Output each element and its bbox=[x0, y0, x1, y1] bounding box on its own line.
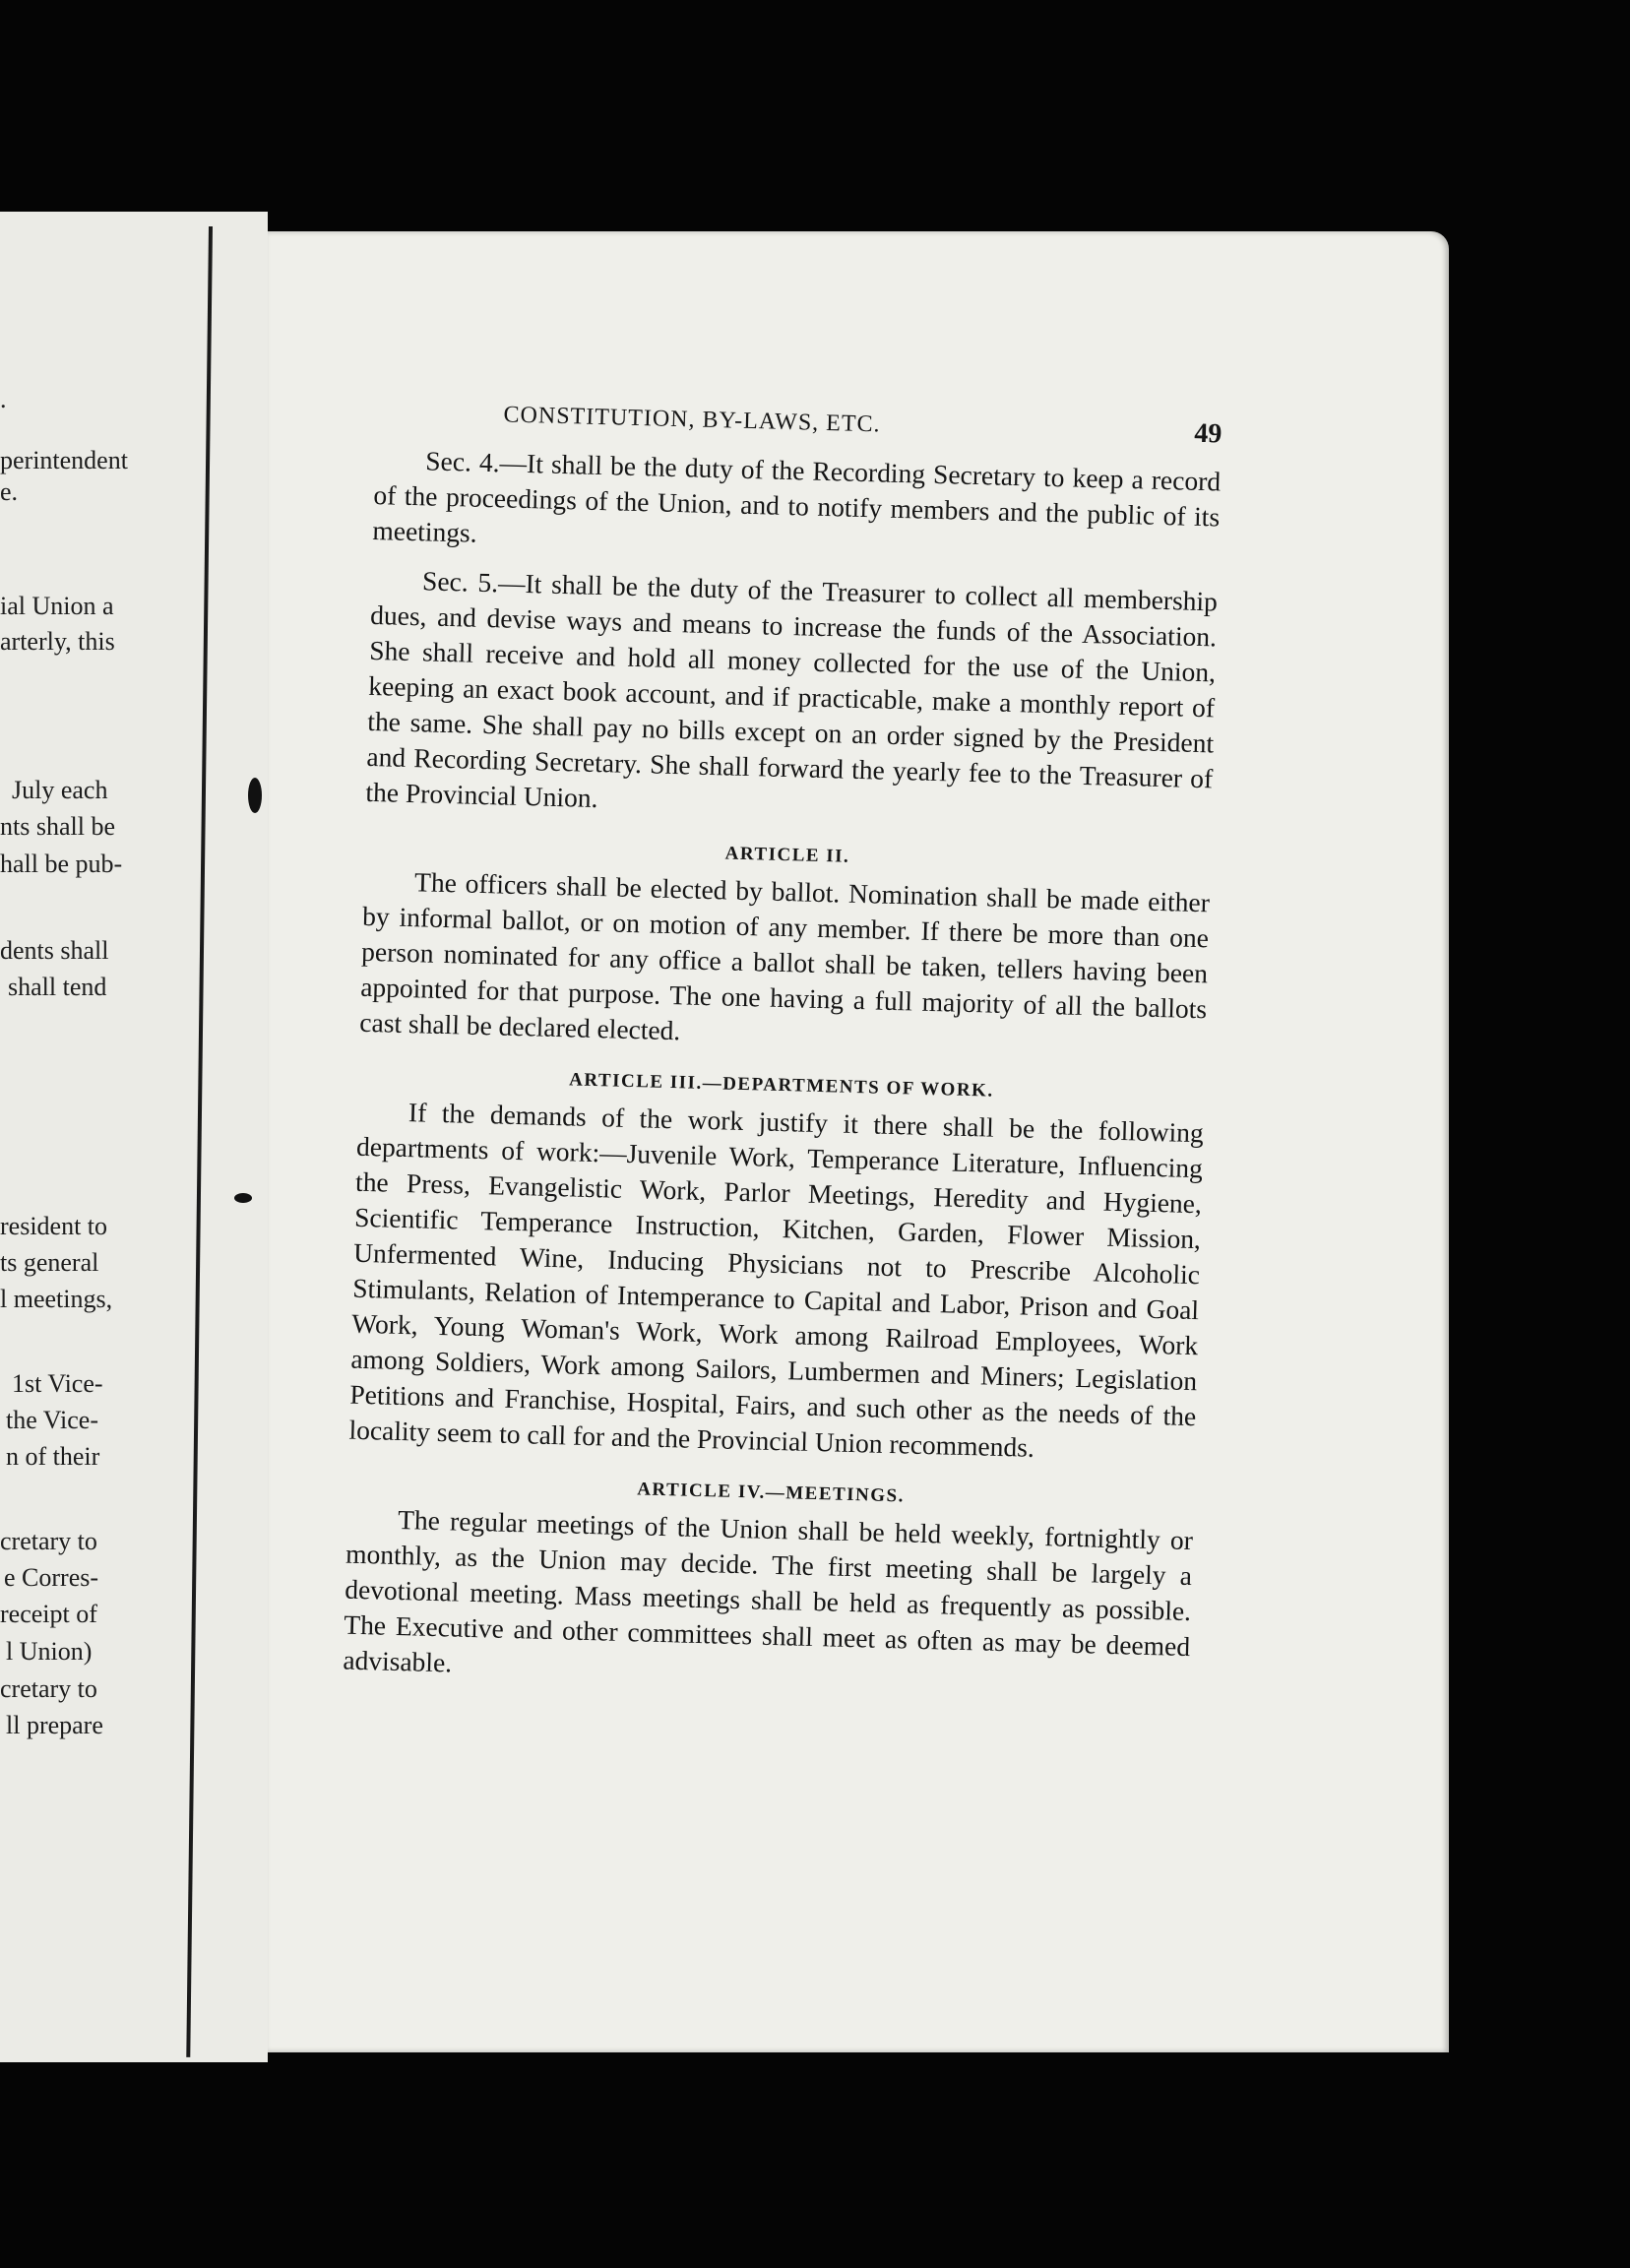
left-fragment: shall tend bbox=[8, 973, 107, 1001]
right-page bbox=[268, 231, 1449, 2052]
binding-mark bbox=[248, 778, 262, 813]
left-fragment: hall be pub- bbox=[0, 850, 123, 878]
article-2-text: The officers shall be elected by ballot. Nomination shall be made either by informal ballot, or on motion of any member. If there be more than one person nominated for any office a ballot shall be taken, tellers having been appointed for that purpose. The one having a full majority of all the ballots cast shall be declared elected. bbox=[359, 866, 1211, 1046]
article-4-text: The regular meetings of the Union shall be held weekly, fortnightly or monthly, as the Union may decide. The first meeting shall be largely a devotional meeting. Mass meetings shall be held as frequently as possible. The Executive and other committees shall meet as often as may be deemed advisable. bbox=[343, 1503, 1194, 1678]
left-fragment: e Corres- bbox=[4, 1563, 99, 1592]
left-fragment: the Vice- bbox=[6, 1406, 98, 1434]
section-5: Sec. 5.—It shall be the duty of the Treasurer to collect all membership dues, and devise ways and means to increase the funds of the Association. She shall receive and hold all money collected for the use of the Union, keeping an exact book account, and if practicable, make a monthly report of the same. She shall pay no bills except on an order signed by the President and Recording Secretary. She shall forward the yearly fee to the Treasurer of the Provincial Union. bbox=[365, 565, 1219, 814]
page-content bbox=[343, 399, 1222, 1700]
left-fragment: receipt of bbox=[0, 1600, 97, 1628]
article-4-heading: ARTICLE IV.—MEETINGS. bbox=[636, 1479, 906, 1507]
left-fragment: cretary to bbox=[0, 1527, 97, 1555]
left-fragment: resident to bbox=[0, 1212, 108, 1240]
left-fragment: cretary to bbox=[0, 1674, 97, 1703]
left-fragment: 1st Vice- bbox=[12, 1369, 103, 1398]
left-page bbox=[0, 212, 268, 2062]
left-fragment: l meetings, bbox=[0, 1285, 113, 1313]
section-4: Sec. 4.—It shall be the duty of the Recording Secretary to keep a record of the proceedings of the Union, and to notify members and the public of its meetings. bbox=[372, 445, 1222, 548]
left-fragment: perintendent bbox=[0, 446, 128, 474]
left-fragment: l Union) bbox=[6, 1637, 93, 1666]
running-head: CONSTITUTION, BY-LAWS, ETC. bbox=[503, 402, 881, 438]
left-fragment: July each bbox=[12, 776, 108, 804]
left-fragment: n of their bbox=[6, 1442, 100, 1471]
page-number: 49 bbox=[1193, 417, 1222, 450]
article-3-text: If the demands of the work justify it there shall be the following departments of work:—Juvenile Work, Temperance Literature, Influencing the Press, Evangelistic Work, Parlor Meetings, Heredity and Hygiene, Scientific Temperance Instruction, Kitchen, Garden, Flower Mission, Unfermented Wine, Inducing Physicians not to Prescribe Alcoholic Stimulants, Relation of Intemperance to Capital and Labor, Prison and Goal Work, Young Woman's Work, Work among Railroad Employees, Work among Soldiers, Work among Sailors, Lumbermen and Miners; Legislation Petitions and Franchise, Hospital, Fairs, and such other as the needs of the locality seem to call for and the Provincial Union recommends. bbox=[348, 1097, 1205, 1463]
left-fragment: . bbox=[0, 385, 7, 413]
left-fragment: arterly, this bbox=[0, 627, 115, 656]
left-fragment: dents shall bbox=[0, 936, 109, 965]
binding-mark bbox=[234, 1193, 252, 1203]
left-fragment: nts shall be bbox=[0, 812, 115, 841]
article-3-heading: ARTICLE III.—DEPARTMENTS OF WORK. bbox=[568, 1069, 994, 1102]
article-2-heading: ARTICLE II. bbox=[724, 843, 850, 867]
left-fragment: e. bbox=[0, 477, 19, 506]
left-fragment: ial Union a bbox=[0, 592, 114, 620]
left-fragment: ts general bbox=[0, 1248, 99, 1277]
left-fragment: ll prepare bbox=[6, 1711, 103, 1739]
